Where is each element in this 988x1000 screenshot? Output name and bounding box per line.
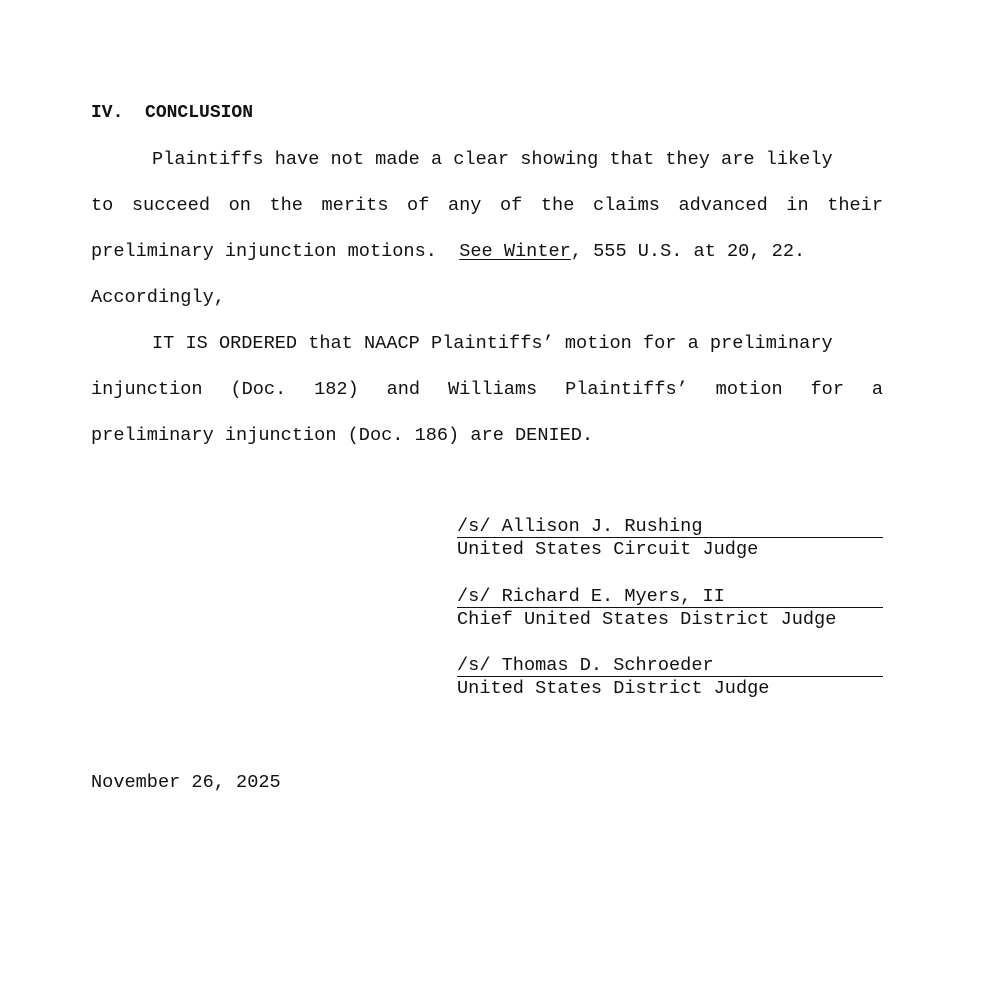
paragraph-text: preliminary injunction motions. [91, 241, 460, 262]
signature-line: /s/ Thomas D. Schroeder [457, 655, 883, 677]
signature-title: Chief United States District Judge [457, 609, 837, 630]
paragraph-line: Plaintiffs have not made a clear showing that they are likely [152, 149, 833, 170]
paragraph-line [91, 240, 883, 264]
paragraph-line: Accordingly, [91, 287, 225, 308]
paragraph-text: , 555 U.S. at 20, 22. [570, 241, 806, 262]
signature-title: United States District Judge [457, 678, 770, 699]
signature-block [457, 516, 883, 562]
case-citation: See Winter [459, 241, 571, 262]
section-heading [91, 102, 253, 124]
signature-block [457, 586, 883, 632]
order-line: injunction (Doc. 182) and Williams Plaintiffs’ motion for a [91, 379, 883, 400]
section-title: CONCLUSION [145, 103, 254, 123]
signature-line: /s/ Richard E. Myers, II [457, 586, 883, 608]
signature-block [457, 655, 883, 701]
document-date: November 26, 2025 [91, 772, 281, 793]
section-number: IV. [91, 103, 124, 123]
paragraph-line: to succeed on the merits of any of the claims advanced in their [91, 195, 883, 216]
order-line: preliminary injunction (Doc. 186) are DENIED. [91, 425, 594, 446]
signature-title: United States Circuit Judge [457, 539, 759, 560]
order-line: IT IS ORDERED that NAACP Plaintiffs’ motion for a preliminary [152, 333, 833, 354]
signature-line: /s/ Allison J. Rushing [457, 516, 883, 538]
